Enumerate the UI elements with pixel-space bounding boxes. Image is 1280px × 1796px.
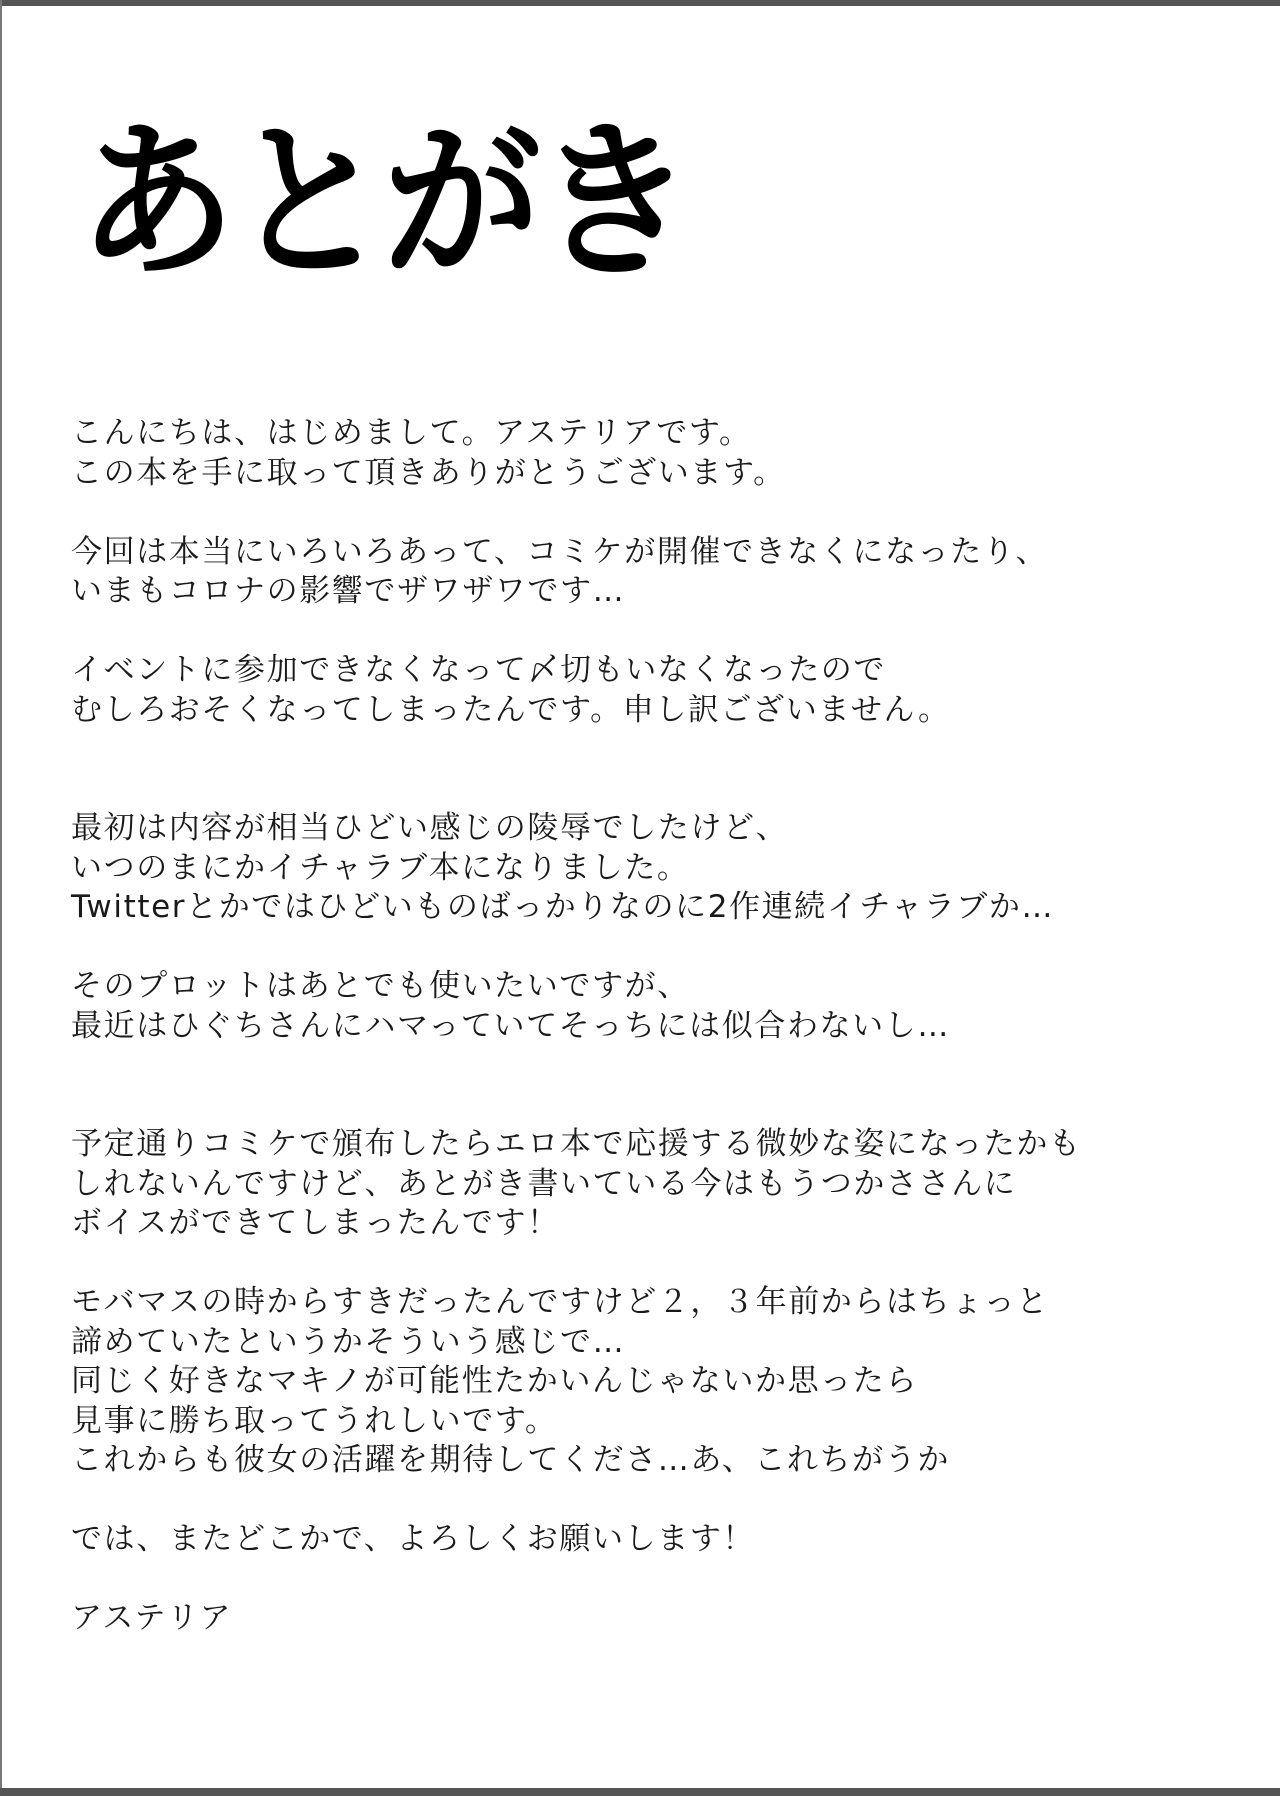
text-line: イベントに参加できなくなって〆切もいなくなったので — [71, 652, 886, 688]
text-line: Twitterとかではひどいものばっかりなのに2作連続イチャラブか… — [71, 889, 1055, 925]
paragraph-apology — [71, 651, 1221, 730]
left-border — [0, 0, 2, 1796]
text-line: 今回は本当にいろいろあって、コミケが開催できなくになったり、 — [71, 533, 1049, 570]
text-line: こんにちは、はじめまして。アステリアです。 — [71, 415, 752, 451]
afterword-body — [71, 414, 1221, 1639]
text-line: 最初は内容が相当ひどい感じの陵辱でしたけど、 — [71, 810, 789, 846]
paragraph-mobamasu — [71, 1283, 1221, 1481]
paragraph-comiket — [71, 1125, 1221, 1244]
text-line: これからも彼女の活躍を期待してくださ…あ、これちがうか — [71, 1442, 950, 1478]
text-line: モバマスの時からすきだったんですけど２，３年前からはちょっと — [71, 1284, 1049, 1320]
text-line: そのプロットはあとでも使いたいですが、 — [71, 968, 690, 1004]
text-line: しれないんですけど、あとがき書いている今はもうつかささんに — [71, 1165, 1017, 1202]
page-title: あとがき — [78, 104, 689, 302]
text-line: では、またどこかで、よろしくお願いします！ — [71, 1521, 755, 1557]
text-line: 見事に勝ち取ってうれしいです。 — [71, 1402, 558, 1439]
text-line: いつのまにかイチャラブ本になりました。 — [71, 849, 690, 886]
top-border — [0, 0, 1280, 6]
text-line: むしろおそくなってしまったんです。申し訳ございません。 — [71, 691, 951, 728]
paragraph-circumstances — [71, 533, 1221, 612]
text-line: ボイスができてしまったんです！ — [71, 1205, 560, 1241]
author-signature — [71, 1599, 1221, 1639]
text-line: 諦めていたというかそういう感じで… — [71, 1323, 626, 1360]
text-line: 予定通りコミケで頒布したらエロ本で応援する微妙な姿になったかも — [71, 1126, 1082, 1162]
paragraph-plot — [71, 967, 1221, 1046]
paragraph-content — [71, 809, 1221, 928]
text-line: アステリア — [71, 1600, 233, 1636]
text-line: いまもコロナの影響でザワザワです… — [71, 573, 626, 609]
text-line: この本を手に取って頂きありがとうございます。 — [71, 454, 786, 491]
paragraph-closing — [71, 1520, 1221, 1560]
paragraph-greeting — [71, 414, 1221, 493]
bottom-border — [0, 1788, 1280, 1796]
text-line: 最近はひぐちさんにハマっていてそっちには似合わないし… — [71, 1007, 950, 1044]
text-line: 同じく好きなマキノが可能性たかいんじゃないか思ったら — [71, 1363, 918, 1399]
